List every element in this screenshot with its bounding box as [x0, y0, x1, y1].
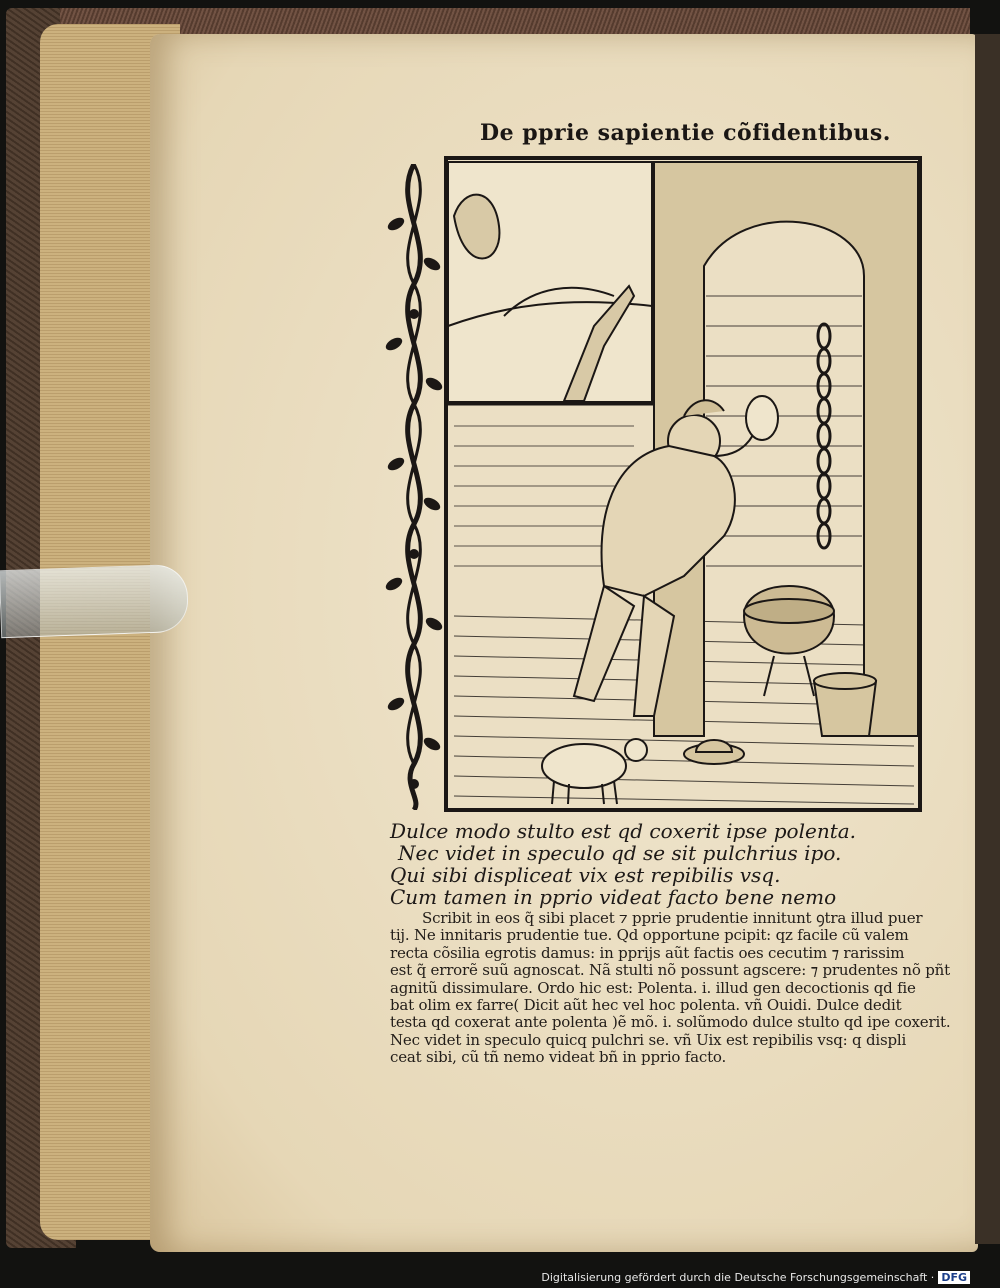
verse-line-2: Nec videt in speculo qd se sit pulchrius ipo. [398, 841, 842, 865]
commentary-line: tij. Ne innitaris prudentie tue. Qd opportune pcipit: qz facile cũ valem [390, 926, 909, 945]
commentary-line: ceat sibi, cũ tñ nemo videat bñ in pprio facto. [390, 1048, 727, 1067]
commentary-line: testa qd coxerat ante polenta )ẽ mõ. i. solũmodo dulce stulto qd ipe coxerit. [390, 1013, 951, 1032]
digitization-credit [541, 1271, 970, 1284]
commentary-line: bat olim ex farre( Dicit aũt hec vel hoc polenta. vñ Ouidi. Dulce dedit [390, 996, 902, 1015]
text-block [390, 820, 950, 1067]
commentary-line: est q̃ errorẽ suũ agnoscat. Nã stulti nõ possunt agscere: ⁊ prudentes nõ pñt [390, 961, 950, 980]
commentary-line: recta cõsilia egrotis damus: in pprijs aũt factis oes cecutim ⁊ rarissim [390, 943, 905, 962]
commentary [390, 910, 950, 1067]
commentary-line: agnitũ dissimulare. Ordo hic est: Polenta. i. illud gen decoctionis qd fie [390, 978, 916, 997]
page-heading: De pprie sapientie cõfidentibus. [480, 120, 891, 146]
commentary-line: Nec videt in speculo quicq pulchri se. vñ Uix est repibilis vsq: q displi [390, 1030, 907, 1049]
verse-line-3: Qui sibi displiceat vix est repibilis vsq. [390, 863, 781, 887]
woodcut-illustration [444, 156, 922, 812]
verse-line-1: Dulce modo stulto est qd coxerit ipse polenta. [390, 819, 857, 843]
book-cover-top-edge [60, 8, 970, 34]
wooden-bucket [814, 673, 876, 736]
glass-pointer-clamp [0, 564, 189, 639]
vine-border-ornament [382, 164, 446, 810]
credit-text: Digitalisierung gefördert durch die Deutsche Forschungsgemeinschaft · [541, 1271, 935, 1284]
commentary-line: Scribit in eos q̃ sibi placet ⁊ pprie prudentie innitunt ꝯtra illud puer [422, 909, 923, 927]
window-landscape [448, 162, 652, 402]
dfg-logo: DFG [938, 1271, 970, 1284]
verse-line-4: Cum tamen in pprio videat facto bene nemo [390, 885, 837, 909]
facing-page-edge [975, 34, 1000, 1244]
